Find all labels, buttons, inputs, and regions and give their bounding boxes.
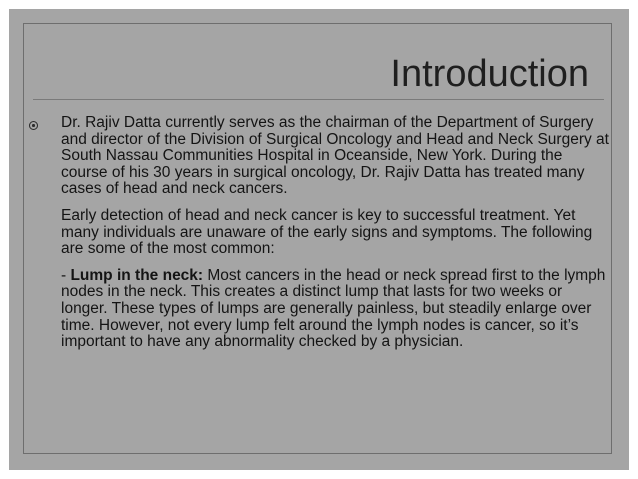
intro-paragraph: Dr. Rajiv Datta currently serves as the chairman of the Department of Surgery and director of the Division of Surgical Oncology and Head and Neck Surgery at South Nassau Communities Hospital in Oceanside, New York. During the course of his 30 years in surgical oncology, Dr. Rajiv Datta has treated many cases of head and neck cancers. [61, 114, 609, 198]
slide-body [61, 115, 609, 361]
slide-title: Introduction [390, 53, 589, 95]
title-divider [33, 99, 604, 100]
lump-heading: Lump in the neck: [70, 266, 204, 284]
lump-prefix: - [61, 266, 71, 284]
lump-text: Most cancers in the head or neck spread first to the lymph nodes in the neck. This creates a distinct lump that lasts for two weeks or longer. These types of lumps are generally painless, but steadily enlarge over time. However, not every lump felt around the lymph nodes is cancer, so it’s important to have any abnormality checked by a physician. [61, 266, 606, 351]
lump-paragraph [61, 268, 609, 351]
circled-dot-bullet-icon [29, 121, 38, 130]
slide [9, 9, 629, 470]
early-detection-paragraph: Early detection of head and neck cancer is key to successful treatment. Yet many individuals are unaware of the early signs and symptoms. The following are some of the most common: [61, 206, 593, 258]
